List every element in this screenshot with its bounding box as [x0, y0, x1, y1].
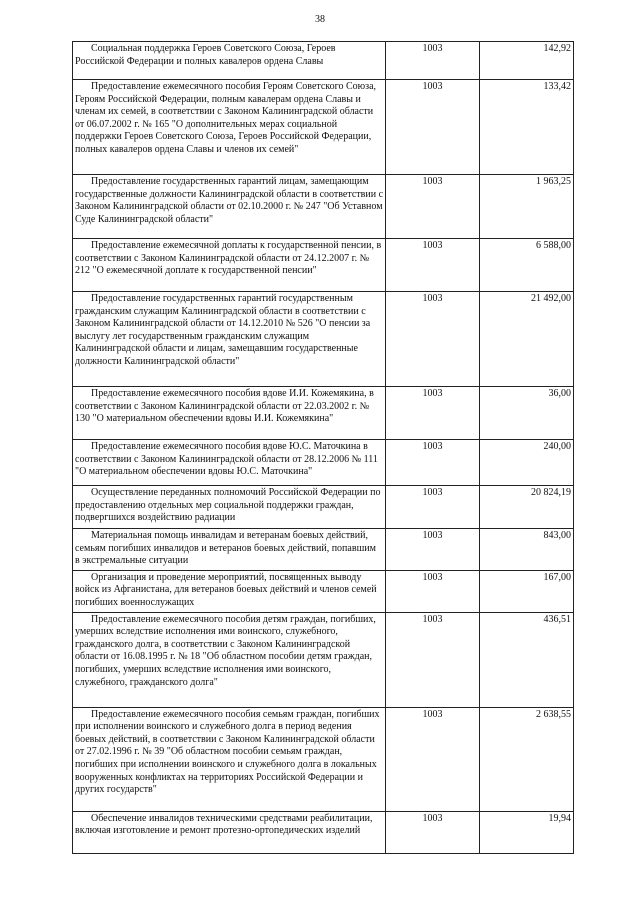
- row-sum: 6 588,00: [480, 239, 574, 292]
- table-row: [73, 486, 574, 529]
- row-name: Предоставление государственных гарантий государственным гражданским служащим Калининградской области в соответствии с Законом Калининградской области от 14.12.2010 № 526 "О пенсии за выслугу лет государственным гражданским служащим Калининградской области и лицам, замещавшим государственные должности Калининградской области": [73, 292, 386, 387]
- row-name: Предоставление ежемесячного пособия семьям граждан, погибших при исполнении воинского и служебного долга в период ведения боевых действий, в соответствии с Законом Калининградской области от 27.02.1996 г. № 39 "Об областном пособии семьям граждан, погибших при исполнении воинского и служебного долга в локальных вооруженных конфликтах на территориях Российской Федерации и других государств": [73, 707, 386, 811]
- row-sum: 167,00: [480, 570, 574, 612]
- row-sum: 21 492,00: [480, 292, 574, 387]
- row-name: Предоставление ежемесячной доплаты к государственной пенсии, в соответствии с Законом Калининградской области от 24.12.2007 г. № 212 "О ежемесячной доплате к государственной пенсии": [73, 239, 386, 292]
- row-name: Организация и проведение мероприятий, посвященных выводу войск из Афганистана, для ветеранов боевых действий и членов семей погибших военнослужащих: [73, 570, 386, 612]
- table-row: [73, 612, 574, 707]
- row-name: Социальная поддержка Героев Советского Союза, Героев Российской Федерации и полных кавалеров ордена Славы: [73, 42, 386, 80]
- row-code: 1003: [386, 42, 480, 80]
- row-sum: 142,92: [480, 42, 574, 80]
- row-sum: 240,00: [480, 440, 574, 486]
- row-code: 1003: [386, 570, 480, 612]
- table-row: [73, 175, 574, 239]
- row-code: 1003: [386, 440, 480, 486]
- row-name: Обеспечение инвалидов техническими средствами реабилитации, включая изготовление и ремонт протезно-ортопедических изделий: [73, 811, 386, 853]
- row-code: 1003: [386, 529, 480, 571]
- row-name: Предоставление ежемесячного пособия Героям Советского Союза, Героям Российской Федерации, полным кавалерам ордена Славы и членам их семей, в соответствии с Законом Калининградской области от 06.07.2002 г. № 165 "О дополнительных мерах социальной поддержки Героев Советского Союза, Героев Российской Федерации, полных кавалеров ордена Славы и членов их семей": [73, 80, 386, 175]
- table-row: [73, 811, 574, 853]
- table-row: [73, 239, 574, 292]
- page-number: 38: [315, 14, 325, 25]
- budget-table: [72, 41, 574, 854]
- row-name: Материальная помощь инвалидам и ветеранам боевых действий, семьям погибших инвалидов и ветеранов боевых действий, попавшим в экстремальные ситуации: [73, 529, 386, 571]
- row-sum: 36,00: [480, 387, 574, 440]
- row-code: 1003: [386, 486, 480, 529]
- row-code: 1003: [386, 292, 480, 387]
- row-code: 1003: [386, 175, 480, 239]
- row-name: Предоставление ежемесячного пособия детям граждан, погибших, умерших вследствие исполнения ими воинского, служебного, гражданского долга, в соответствии с Законом Калининградской области от 16.08.1995 г. № 18 "Об областном пособии детям граждан, погибших, умерших вследствие исполнения ими воинского, служебного, гражданского долга": [73, 612, 386, 707]
- row-sum: 2 638,55: [480, 707, 574, 811]
- table-row: [73, 707, 574, 811]
- row-code: 1003: [386, 811, 480, 853]
- row-name: Предоставление государственных гарантий лицам, замещающим государственные должности Калининградской области в соответствии с Законом Калининградской области от 02.10.2000 г. № 247 "Об Уставном Суде Калининградской области": [73, 175, 386, 239]
- table-row: [73, 570, 574, 612]
- row-sum: 20 824,19: [480, 486, 574, 529]
- row-sum: 19,94: [480, 811, 574, 853]
- row-code: 1003: [386, 80, 480, 175]
- row-code: 1003: [386, 612, 480, 707]
- row-name: Осуществление переданных полномочий Российской Федерации по предоставлению отдельных мер социальной поддержки граждан, подвергшихся воздействию радиации: [73, 486, 386, 529]
- table-row: [73, 80, 574, 175]
- table-row: [73, 529, 574, 571]
- row-name: Предоставление ежемесячного пособия вдове Ю.С. Маточкина в соответствии с Законом Калининградской области от 28.12.2006 № 111 "О материальном обеспечении вдовы Ю.С. Маточкина": [73, 440, 386, 486]
- table-row: [73, 440, 574, 486]
- row-name: Предоставление ежемесячного пособия вдове И.И. Кожемякина, в соответствии с Законом Калининградской области от 22.03.2002 г. № 130 "О материальном обеспечении вдовы И.И. Кожемякина": [73, 387, 386, 440]
- row-code: 1003: [386, 707, 480, 811]
- row-code: 1003: [386, 387, 480, 440]
- table-row: [73, 42, 574, 80]
- row-sum: 133,42: [480, 80, 574, 175]
- row-sum: 436,51: [480, 612, 574, 707]
- table-row: [73, 292, 574, 387]
- row-code: 1003: [386, 239, 480, 292]
- table-row: [73, 387, 574, 440]
- row-sum: 843,00: [480, 529, 574, 571]
- row-sum: 1 963,25: [480, 175, 574, 239]
